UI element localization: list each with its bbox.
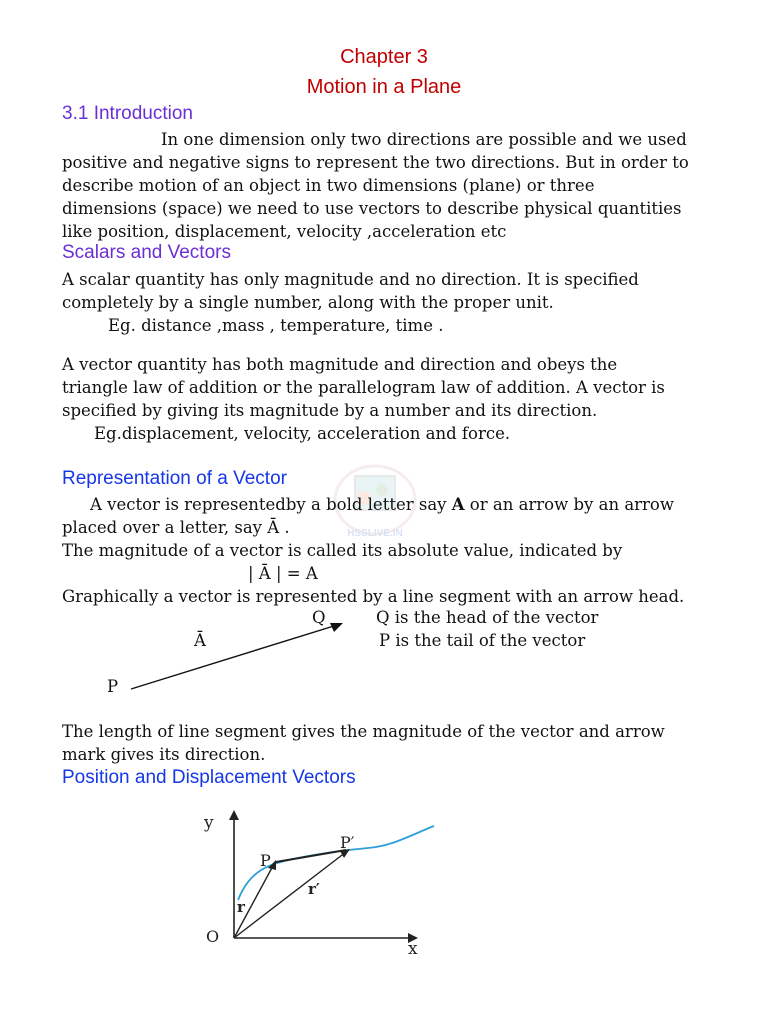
scalar-line: A scalar quantity has only magnitude and no direction. It is specified — [62, 270, 639, 289]
intro-line: In one dimension only two directions are possible and we used — [161, 130, 687, 149]
chapter-title: Motion in a Plane — [306, 76, 462, 98]
intro-line: describe motion of an object in two dimensions (plane) or three — [62, 176, 595, 195]
position-vector-r-prime — [234, 852, 346, 938]
representation-line-1-post: or an arrow by an arrow — [464, 495, 674, 514]
representation-line-3: The magnitude of a vector is called its absolute value, indicated by — [62, 541, 623, 560]
chapter-number: Chapter 3 — [340, 46, 428, 68]
representation-heading: Representation of a Vector — [62, 468, 287, 489]
representation-line-1 — [90, 493, 674, 516]
label-a-bar: Ā — [194, 631, 206, 650]
label-p: P — [107, 677, 119, 696]
position-vectors-figure — [198, 808, 448, 968]
fig-label-p-prime: P′ — [340, 833, 355, 852]
head-note: Q is the head of the vector — [376, 608, 599, 627]
representation-line-4: Graphically a vector is represented by a line segment with an arrow head. — [62, 587, 685, 606]
label-q: Q — [312, 608, 326, 627]
arrow-head-icon — [330, 623, 343, 632]
fig-label-x: x — [408, 939, 418, 959]
position-heading: Position and Displacement Vectors — [62, 767, 356, 788]
intro-line: dimensions (space) we need to use vectors to describe physical quantities — [62, 199, 682, 218]
vector-line: A vector quantity has both magnitude and direction and obeys the — [62, 355, 618, 374]
vector-line-segment — [131, 625, 337, 689]
vector-arrow-diagram — [125, 615, 355, 695]
y-axis-arrow-icon — [229, 810, 239, 820]
fig-label-r-prime: r′ — [308, 880, 320, 898]
vector-line: triangle law of addition or the parallelogram law of addition. A vector is — [62, 378, 665, 397]
representation-line-2: placed over a letter, say Ā . — [62, 518, 290, 537]
vector-line: specified by giving its magnitude by a number and its direction. — [62, 401, 598, 420]
magnitude-formula: | Ā | = A — [248, 564, 318, 583]
after-line: mark gives its direction. — [62, 745, 266, 764]
scalar-line: completely by a single number, along with the proper unit. — [62, 293, 554, 312]
bold-letter-a: A — [451, 495, 465, 514]
intro-line: positive and negative signs to represent the two directions. But in order to — [62, 153, 689, 172]
intro-line: like position, displacement, velocity ,acceleration etc — [62, 222, 507, 241]
fig-label-r: r — [237, 898, 245, 916]
representation-line-1-pre: A vector is representedby a bold letter say — [90, 495, 452, 514]
intro-heading: 3.1 Introduction — [62, 103, 193, 124]
scalars-heading: Scalars and Vectors — [62, 242, 231, 263]
watermark-text: HSSLIVE.IN — [347, 528, 403, 539]
fig-label-p: P — [260, 851, 271, 870]
after-line: The length of line segment gives the magnitude of the vector and arrow — [62, 722, 665, 741]
scalar-examples: Eg. distance ,mass , temperature, time . — [108, 316, 444, 335]
tail-note: P is the tail of the vector — [379, 631, 586, 650]
fig-label-y: y — [204, 813, 214, 833]
fig-label-o: O — [206, 927, 220, 946]
vector-examples: Eg.displacement, velocity, acceleration and force. — [94, 424, 511, 443]
